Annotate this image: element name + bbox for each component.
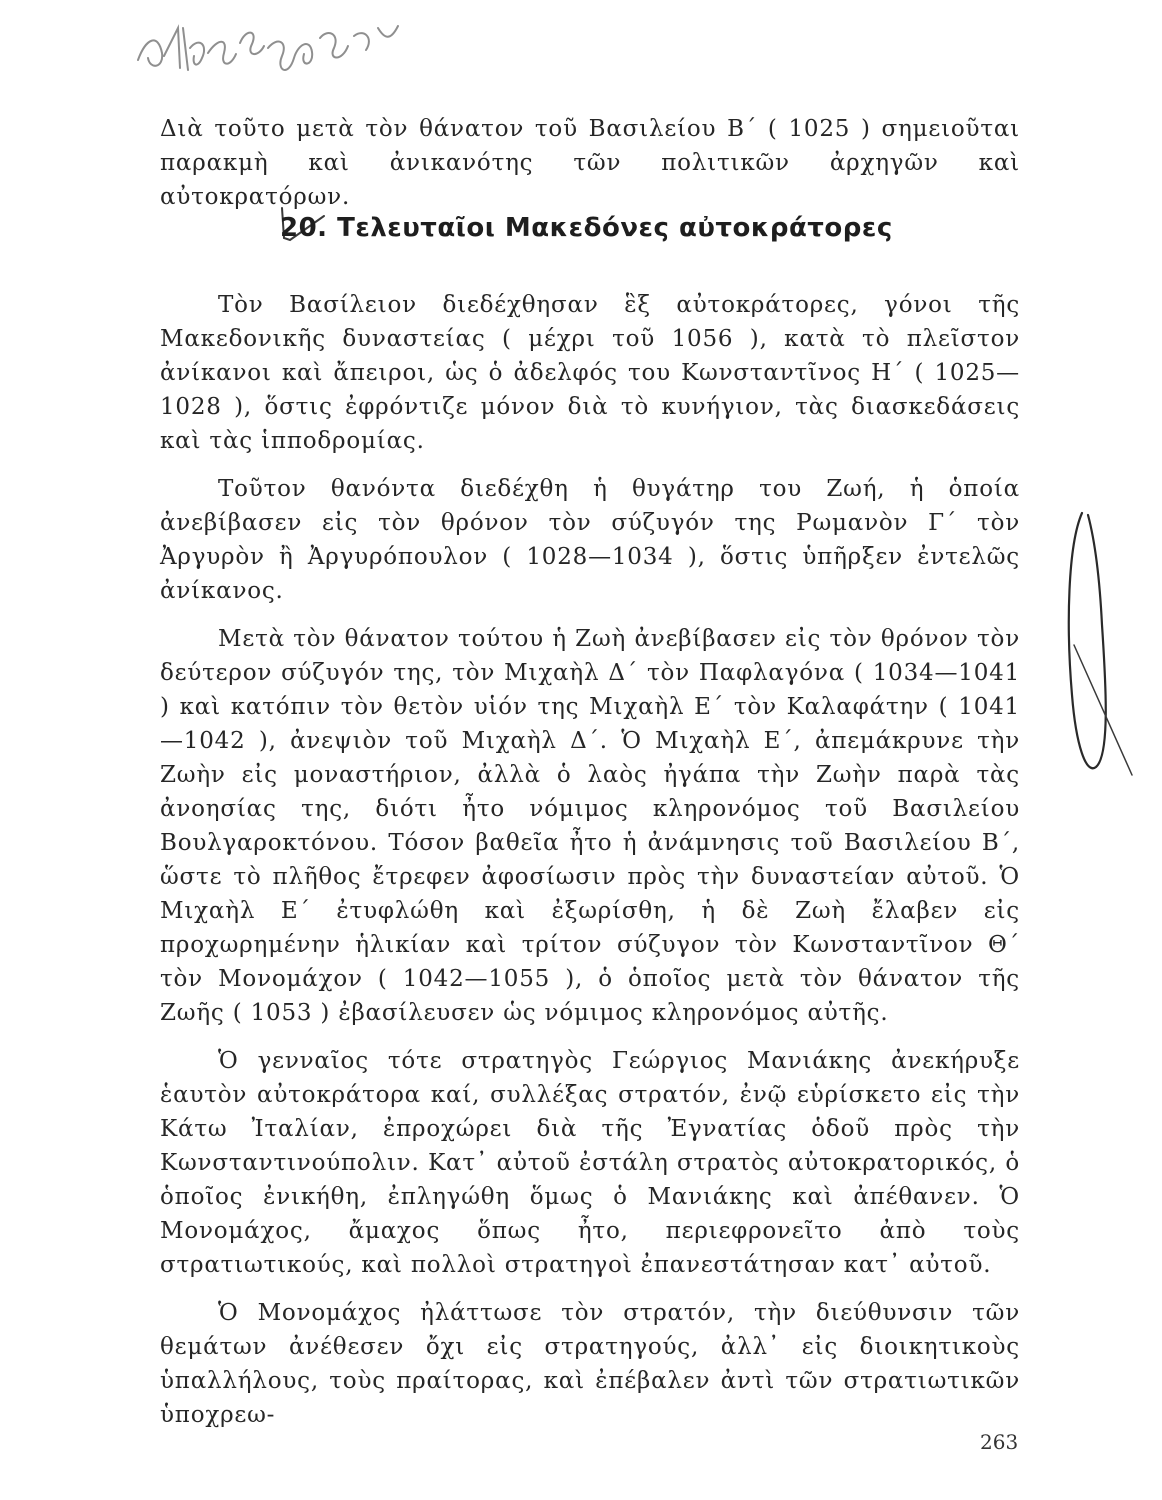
- paragraph-5: Ὁ Μονομάχος ἠλάττωσε τὸν στρατόν, τὴν διεύθυνσιν τῶν θεμάτων ἀνέθεσεν ὄχι εἰς στρατηγούς, ἀλλ᾿ εἰς διοικητικοὺς ὑπαλλήλους, τοὺς πραίτορας, καὶ ἐπέβαλεν ἀντὶ τῶν στρατιωτικῶν ὑποχρεω-: [160, 1300, 1020, 1428]
- paragraph-4: Ὁ γενναῖος τότε στρατηγὸς Γεώργιος Μανιάκης ἀνεκήρυξε ἑαυτὸν αὐτοκράτορα καί, συλλέξας στρατόν, ἐνῷ εὑρίσκετο εἰς τὴν Κάτω Ἰταλίαν, ἐπροχώρει διὰ τῆς Ἐγνατίας ὁδοῦ πρὸς τὴν Κωνσταντινούπολιν. Κατ᾿ αὐτοῦ ἐστάλη στρατὸς αὐτοκρατορικός, ὁ ὁποῖος ἐνικήθη, ἐπληγώθη ὅμως ὁ Μανιάκης καὶ ἀπέθανεν. Ὁ Μονομάχος, ἄμαχος ὅπως ἦτο, περιεφρονεῖτο ἀπὸ τοὺς στρατιωτικούς, καὶ πολλοὶ στρατηγοὶ ἐπανεστάτησαν κατ᾿ αὐτοῦ.: [160, 1048, 1020, 1278]
- handwritten-note: [128, 8, 428, 88]
- margin-bracket-annotation: [1062, 505, 1142, 785]
- paragraph-1: Τὸν Βασίλειον διεδέχθησαν ἓξ αὐτοκράτορες, γόνοι τῆς Μακεδονικῆς δυναστείας ( μέχρι τοῦ 1056 ), κατὰ τὸ πλεῖστον ἀνίκανοι καὶ ἄπειροι, ὡς ὁ ἀδελφός του Κωνσταντῖνος Η΄ ( 1025—1028 ), ὅστις ἐφρόντιζε μόνον διὰ τὸ κυνήγιον, τὰς διασκεδάσεις καὶ τὰς ἱπποδρομίας.: [160, 292, 1020, 454]
- paragraph-3: Μετὰ τὸν θάνατον τούτου ἡ Ζωὴ ἀνεβίβασεν εἰς τὸν θρόνον τὸν δεύτερον σύζυγόν της, τὸν Μιχαὴλ Δ΄ τὸν Παφλαγόνα ( 1034—1041 ) καὶ κατόπιν τὸν θετὸν υἱόν της Μιχαὴλ Ε΄ τὸν Καλαφάτην ( 1041—1042 ), ἀνεψιὸν τοῦ Μιχαὴλ Δ΄. Ὁ Μιχαὴλ Ε΄, ἀπεμάκρυνε τὴν Ζωὴν εἰς μοναστήριον, ἀλλὰ ὁ λαὸς ἠγάπα τὴν Ζωὴν παρὰ τὰς ἀνοησίας της, διότι ἦτο νόμιμος κληρονόμος τοῦ Βασιλείου Βουλγαροκτόνου. Τόσον βαθεῖα ἦτο ἡ ἀνάμνησις τοῦ Βασιλείου Β΄, ὥστε τὸ πλῆθος ἔτρεφεν ἀφοσίωσιν πρὸς τὴν δυναστείαν αὐτοῦ. Ὁ Μιχαὴλ Ε΄ ἐτυφλώθη καὶ ἐξωρίσθη, ἡ δὲ Ζωὴ ἔλαβεν εἰς προχωρημένην ἡλικίαν καὶ τρίτον σύζυγον τὸν Κωνσταντῖνον Θ΄ τὸν Μονομάχον ( 1042—1055 ), ὁ ὁποῖος μετὰ τὸν θάνατον τῆς Ζωῆς ( 1053 ) ἐβασίλευσεν ὡς νόμιμος κληρονόμος αὐτῆς.: [160, 626, 1020, 1026]
- body-text: [160, 288, 1020, 1446]
- page-number: 263: [980, 1430, 1019, 1454]
- section-heading: 20. Τελευταῖοι Μακεδόνες αὐτοκράτορες: [280, 213, 893, 243]
- intro-paragraph: Διὰ τοῦτο μετὰ τὸν θάνατον τοῦ Βασιλείου Β΄ ( 1025 ) σημειοῦται παρακμὴ καὶ ἀνικανότης τῶν πολιτικῶν ἀρχηγῶν καὶ αὐτοκρατόρων.: [160, 116, 1020, 210]
- paragraph-2: Τοῦτον θανόντα διεδέχθη ἡ θυγάτηρ του Ζωή, ἡ ὁποία ἀνεβίβασεν εἰς τὸν θρόνον τὸν σύζυγόν της Ρωμανὸν Γ΄ τὸν Ἀργυρὸν ἢ Ἀργυρόπουλον ( 1028—1034 ), ὅστις ὑπῆρξεν ἐντελῶς ἀνίκανος.: [160, 476, 1020, 604]
